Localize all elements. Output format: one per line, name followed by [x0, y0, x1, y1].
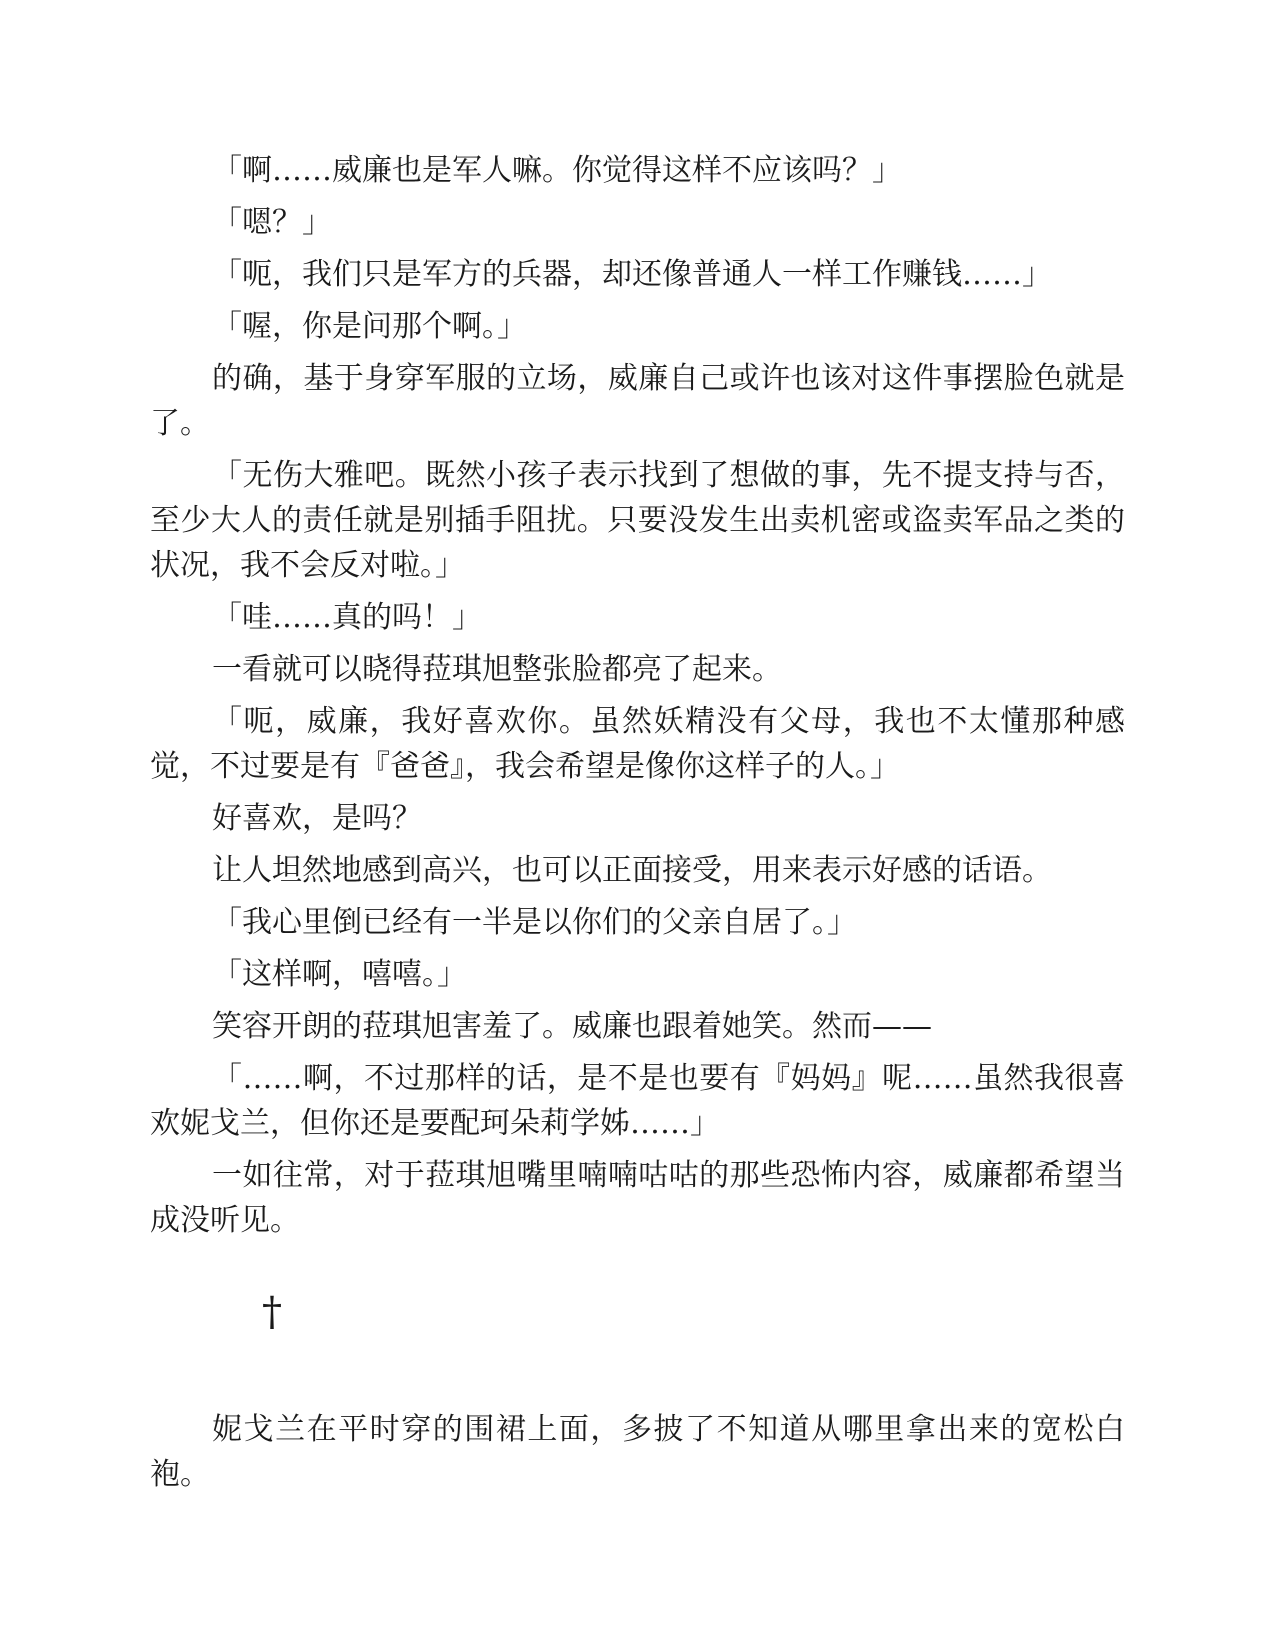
- paragraph: 「哇……真的吗！」: [212, 600, 482, 635]
- paragraph: 好喜欢，是吗？: [212, 801, 422, 836]
- paragraph: 一看就可以晓得菈琪旭整张脸都亮了起来。: [212, 652, 782, 687]
- paragraph: 一如往常，对于菈琪旭嘴里喃喃咕咕的那些恐怖内容，威廉都希望当成没听见。: [150, 1158, 1125, 1238]
- paragraph: 「呃，威廉，我好喜欢你。虽然妖精没有父母，我也不太懂那种感觉，不过要是有『爸爸』，我会希望是像你这样子的人。」: [150, 704, 1125, 784]
- paragraph: 「……啊，不过那样的话，是不是也要有『妈妈』呢……虽然我很喜欢妮戈兰，但你还是要配珂朵莉学姊……」: [150, 1061, 1125, 1141]
- paragraph: 「无伤大雅吧。既然小孩子表示找到了想做的事，先不提支持与否，至少大人的责任就是别插手阻扰。只要没发生出卖机密或盗卖军品之类的状况，我不会反对啦。」: [150, 458, 1125, 583]
- paragraph: 「喔，你是问那个啊。」: [212, 309, 527, 344]
- paragraph: 「这样啊，嘻嘻。」: [212, 957, 467, 992]
- paragraph: 妮戈兰在平时穿的围裙上面，多披了不知道从哪里拿出来的宽松白袍。: [150, 1412, 1125, 1492]
- body-text: [150, 148, 1125, 1250]
- paragraph: 「嗯？」: [212, 205, 332, 240]
- section-separator-dagger: †: [262, 1289, 282, 1335]
- paragraph: 「我心里倒已经有一半是以你们的父亲自居了。」: [212, 905, 857, 940]
- body-text-continued: [150, 1407, 1125, 1497]
- paragraph: 笑容开朗的菈琪旭害羞了。威廉也跟着她笑。然而——: [212, 1009, 932, 1044]
- paragraph: 让人坦然地感到高兴，也可以正面接受，用来表示好感的话语。: [212, 853, 1052, 888]
- paragraph: 的确，基于身穿军服的立场，威廉自己或许也该对这件事摆脸色就是了。: [150, 361, 1125, 441]
- paragraph: 「啊……威廉也是军人嘛。你觉得这样不应该吗？」: [212, 153, 902, 188]
- paragraph: 「呃，我们只是军方的兵器，却还像普通人一样工作赚钱……」: [212, 257, 1052, 292]
